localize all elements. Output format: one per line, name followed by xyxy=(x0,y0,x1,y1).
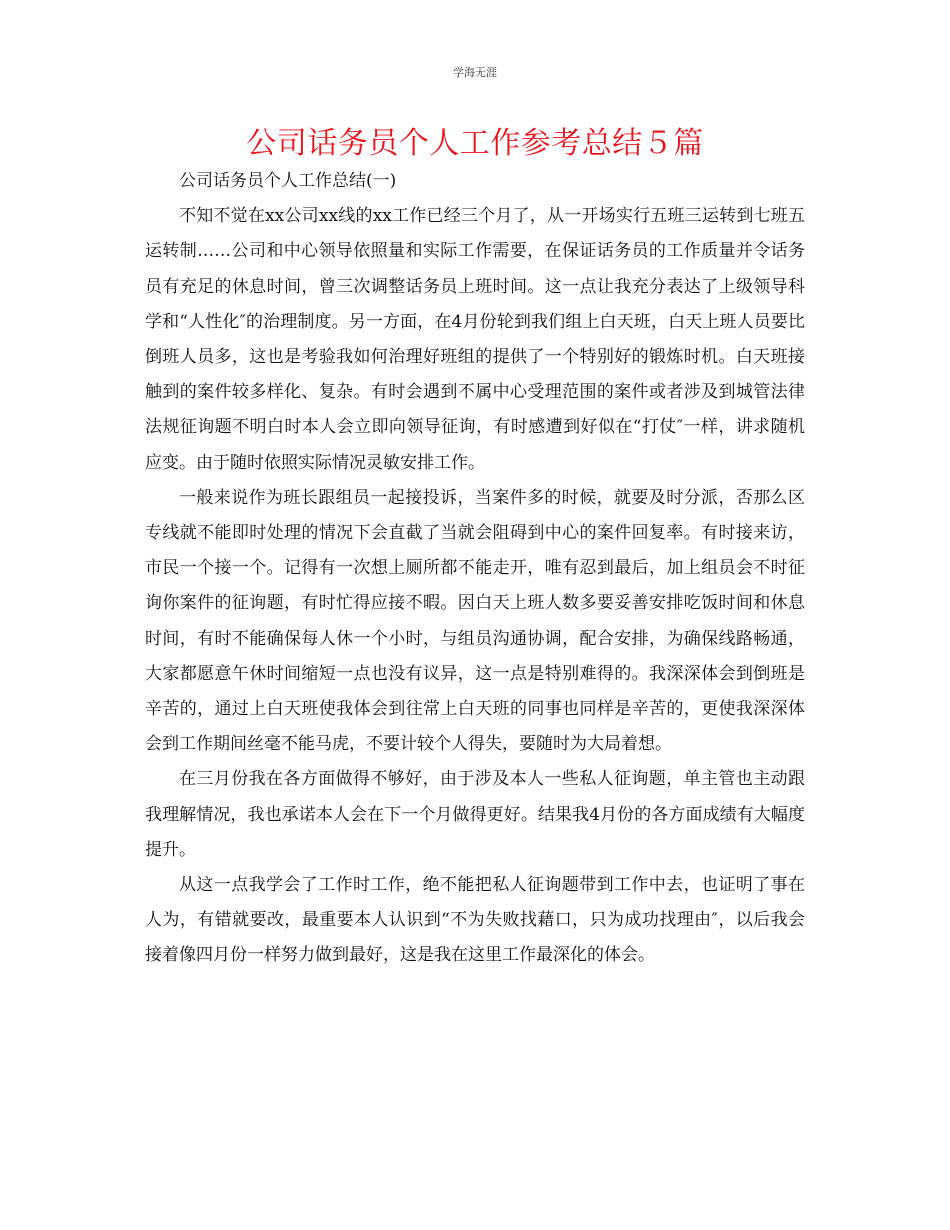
page-header: 学海无涯 xyxy=(453,66,497,79)
paragraph-4: 从这一点我学会了工作时工作，绝不能把私人征询题带到工作中去，也证明了事在人为，有错就要改，最重要本人认识到“不为失败找藉口，只为成功找理由″，以后我会接着像四月份一样努力做到最好，这是我在这里工作最深化的体会。 xyxy=(145,875,805,966)
document-body xyxy=(145,164,805,974)
paragraph-1: 不知不觉在xx公司xx线的xx工作已经三个月了，从一开场实行五班三运转到七班五运转制……公司和中心领导依照量和实际工作需要，在保证话务员的工作质量并令话务员有充足的休息时间，曾三次调整话务员上班时间。这一点让我充分表达了上级领导科学和“人性化″的治理制度。另一方面，在4月份轮到我们组上白天班，白天上班人员要比倒班人员多，这也是考验我如何治理好班组的提供了一个特别好的锻炼时机。白天班接触到的案件较多样化、复杂。有时会遇到不属中心受理范围的案件或者涉及到城管法律法规征询题不明白时本人会立即向领导征询，有时感遭到好似在“打仗″一样，讲求随机应变。由于随时依照实际情况灵敏安排工作。 xyxy=(145,206,805,473)
section-subtitle: 公司话务员个人工作总结(一) xyxy=(179,171,397,191)
paragraph-3: 在三月份我在各方面做得不够好，由于涉及本人一些私人征询题，单主管也主动跟我理解情况，我也承诺本人会在下一个月做得更好。结果我4月份的各方面成绩有大幅度提升。 xyxy=(145,769,805,860)
paragraph-2: 一般来说作为班长跟组员一起接投诉，当案件多的时候，就要及时分派，否那么区专线就不能即时处理的情况下会直截了当就会阻碍到中心的案件回复率。有时接来访，市民一个接一个。记得有一次想上厕所都不能走开，唯有忍到最后，加上组员会不时征询你案件的征询题，有时忙得应接不暇。因白天上班人数多要妥善安排吃饭时间和休息时间，有时不能确保每人休一个小时，与组员沟通协调，配合安排，为确保线路畅通，大家都愿意午休时间缩短一点也没有议异，这一点是特别难得的。我深深体会到倒班是辛苦的，通过上白天班使我体会到往常上白天班的同事也同样是辛苦的，更使我深深体会到工作期间丝毫不能马虎，不要计较个人得失，要随时为大局着想。 xyxy=(145,487,805,755)
document-title: 公司话务员个人工作参考总结５篇 xyxy=(246,126,704,161)
